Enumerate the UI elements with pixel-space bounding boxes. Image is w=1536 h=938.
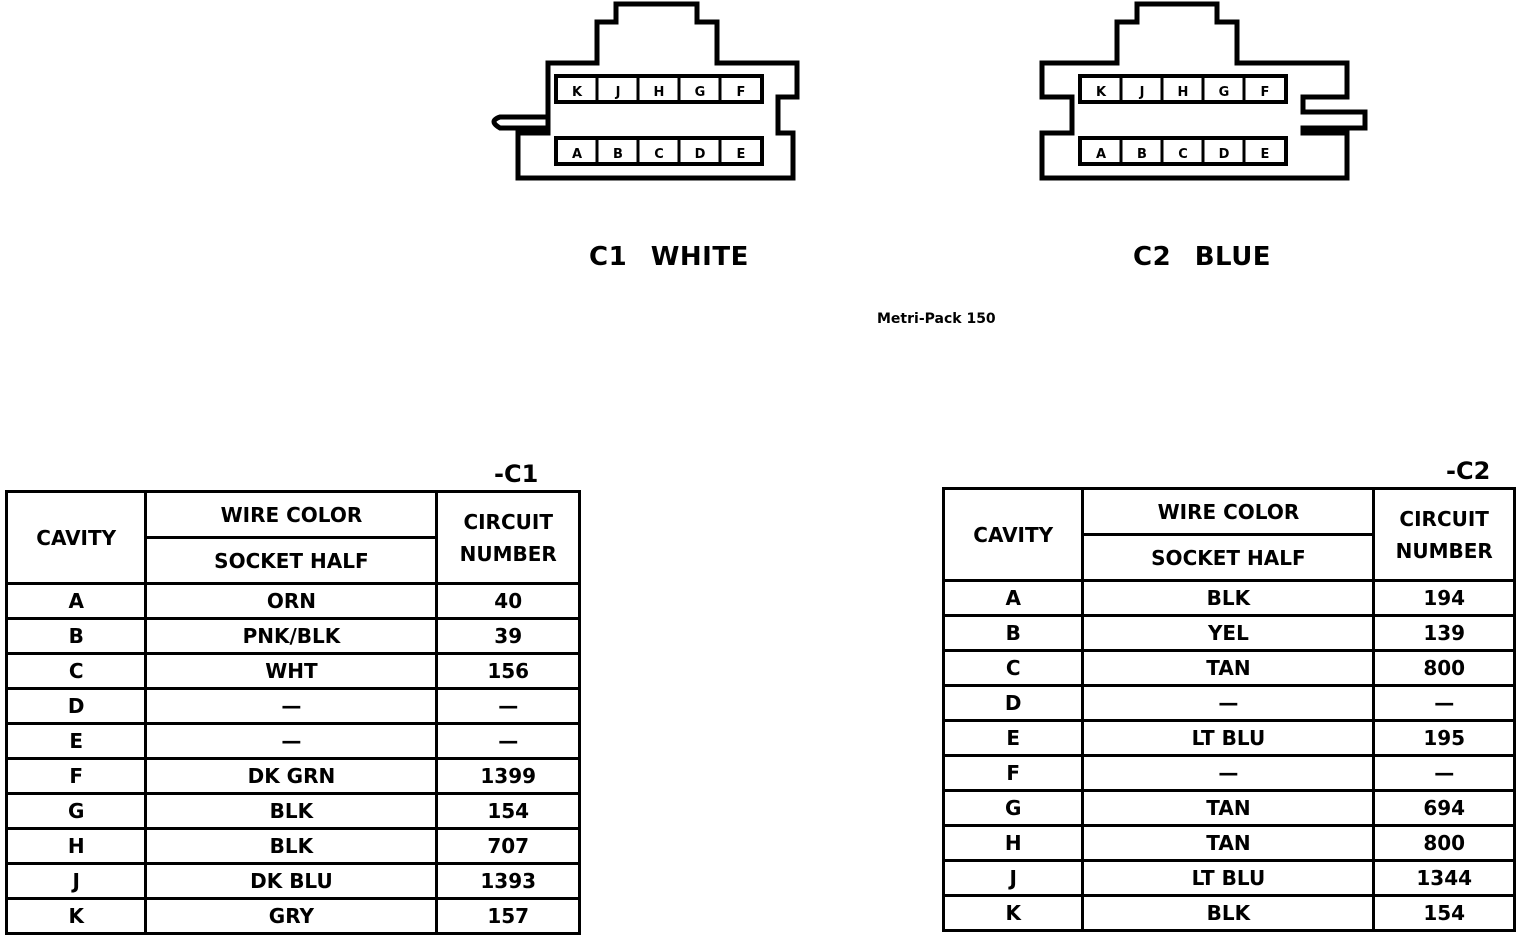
- header-circuit-line2: NUMBER: [1395, 538, 1493, 563]
- wire-cell: BLK: [146, 829, 437, 864]
- connector-c2-top-cavities: [1096, 76, 1269, 102]
- cavity-cell: A: [944, 581, 1083, 616]
- table-row: [7, 759, 580, 794]
- pin-label: K: [571, 85, 583, 100]
- circuit-cell: —: [437, 724, 580, 759]
- cavity-cell: B: [944, 616, 1083, 651]
- header-socket-half: SOCKET HALF: [146, 538, 437, 584]
- header-circuit-line1: CIRCUIT: [463, 509, 553, 534]
- circuit-cell: 157: [437, 899, 580, 934]
- wire-cell: WHT: [146, 654, 437, 689]
- table-row: [944, 861, 1515, 896]
- table-row: [7, 829, 580, 864]
- pin-label: E: [736, 147, 746, 162]
- cavity-cell: C: [944, 651, 1083, 686]
- header-wire-color: WIRE COLOR: [146, 492, 437, 538]
- cavity-cell: B: [7, 619, 146, 654]
- table-row: [7, 689, 580, 724]
- table-row: [944, 581, 1515, 616]
- wire-cell: —: [1083, 686, 1374, 721]
- pin-label: F: [736, 85, 746, 100]
- circuit-cell: 694: [1374, 791, 1515, 826]
- wire-cell: —: [1083, 756, 1374, 791]
- connector-c1-title: [589, 242, 749, 272]
- wire-cell: TAN: [1083, 651, 1374, 686]
- table-row: [7, 584, 580, 619]
- circuit-cell: 800: [1374, 826, 1515, 861]
- cavity-cell: K: [944, 896, 1083, 931]
- cavity-cell: E: [7, 724, 146, 759]
- table-row: [7, 794, 580, 829]
- header-circuit-number: [437, 492, 580, 584]
- connector-id: C1: [589, 242, 628, 272]
- pin-label: B: [613, 147, 623, 162]
- circuit-cell: 139: [1374, 616, 1515, 651]
- connector-color: BLUE: [1194, 242, 1272, 272]
- cavity-cell: G: [7, 794, 146, 829]
- wire-cell: YEL: [1083, 616, 1374, 651]
- pin-label: D: [1218, 147, 1230, 162]
- pin-label: J: [615, 85, 621, 100]
- wire-cell: —: [146, 724, 437, 759]
- circuit-cell: —: [437, 689, 580, 724]
- pin-label: A: [1095, 147, 1107, 162]
- circuit-cell: 156: [437, 654, 580, 689]
- cavity-cell: F: [7, 759, 146, 794]
- pin-label: D: [694, 147, 706, 162]
- cavity-cell: A: [7, 584, 146, 619]
- wire-cell: DK GRN: [146, 759, 437, 794]
- pin-label: G: [694, 85, 706, 100]
- table-row: [7, 864, 580, 899]
- cavity-cell: H: [944, 826, 1083, 861]
- table-row: [944, 616, 1515, 651]
- connector-id: C2: [1133, 242, 1172, 272]
- header-circuit-number: [1374, 489, 1515, 581]
- circuit-cell: 1393: [437, 864, 580, 899]
- table-row: [7, 654, 580, 689]
- wire-cell: TAN: [1083, 826, 1374, 861]
- circuit-cell: 800: [1374, 651, 1515, 686]
- connector-color: WHITE: [650, 242, 749, 272]
- circuit-cell: 1399: [437, 759, 580, 794]
- wire-cell: DK BLU: [146, 864, 437, 899]
- table-row: [944, 791, 1515, 826]
- cavity-cell: F: [944, 756, 1083, 791]
- table-c1-ref: -C1: [494, 460, 539, 488]
- cavity-cell: C: [7, 654, 146, 689]
- header-cavity: CAVITY: [7, 492, 146, 584]
- connector-c1-top-cavities: [572, 76, 745, 102]
- wire-cell: LT BLU: [1083, 861, 1374, 896]
- pin-label: F: [1260, 85, 1270, 100]
- wire-cell: ORN: [146, 584, 437, 619]
- header-circuit-line1: CIRCUIT: [1399, 506, 1489, 531]
- table-row: [7, 724, 580, 759]
- circuit-cell: 194: [1374, 581, 1515, 616]
- pin-label: K: [1095, 85, 1107, 100]
- cavity-cell: D: [944, 686, 1083, 721]
- circuit-cell: 40: [437, 584, 580, 619]
- table-row: [944, 651, 1515, 686]
- wire-cell: LT BLU: [1083, 721, 1374, 756]
- table-row: [944, 896, 1515, 931]
- table-row: [944, 826, 1515, 861]
- wire-cell: TAN: [1083, 791, 1374, 826]
- circuit-cell: —: [1374, 756, 1515, 791]
- connector-c2-bottom-cavities: [1096, 138, 1269, 164]
- wire-cell: BLK: [146, 794, 437, 829]
- table-row: [7, 619, 580, 654]
- wire-cell: GRY: [146, 899, 437, 934]
- circuit-cell: 154: [437, 794, 580, 829]
- wire-cell: BLK: [1083, 581, 1374, 616]
- circuit-cell: 1344: [1374, 861, 1515, 896]
- connector-c1-face: [0, 0, 1536, 200]
- header-cavity: CAVITY: [944, 489, 1083, 581]
- circuit-cell: —: [1374, 686, 1515, 721]
- pin-label: C: [654, 147, 664, 162]
- wire-cell: BLK: [1083, 896, 1374, 931]
- table-row: [944, 721, 1515, 756]
- pin-label: J: [1139, 85, 1145, 100]
- table-row: [944, 756, 1515, 791]
- cavity-cell: K: [7, 899, 146, 934]
- pinout-table-c1: [5, 490, 581, 935]
- table-c2-ref: -C2: [1446, 457, 1491, 485]
- wire-cell: —: [146, 689, 437, 724]
- cavity-cell: E: [944, 721, 1083, 756]
- pin-label: G: [1218, 85, 1230, 100]
- circuit-cell: 154: [1374, 896, 1515, 931]
- circuit-cell: 39: [437, 619, 580, 654]
- connector-type-label: Metri-Pack 150: [877, 311, 996, 327]
- connector-c2-title: [1133, 242, 1271, 272]
- header-wire-color: WIRE COLOR: [1083, 489, 1374, 535]
- header-circuit-line2: NUMBER: [459, 541, 557, 566]
- circuit-cell: 195: [1374, 721, 1515, 756]
- pin-label: A: [571, 147, 583, 162]
- cavity-cell: D: [7, 689, 146, 724]
- table-row: [944, 686, 1515, 721]
- pinout-table-c2: [942, 487, 1516, 932]
- cavity-cell: H: [7, 829, 146, 864]
- pin-label: H: [653, 85, 665, 100]
- wire-cell: PNK/BLK: [146, 619, 437, 654]
- header-socket-half: SOCKET HALF: [1083, 535, 1374, 581]
- pin-label: C: [1178, 147, 1188, 162]
- pin-label: B: [1137, 147, 1147, 162]
- cavity-cell: J: [7, 864, 146, 899]
- circuit-cell: 707: [437, 829, 580, 864]
- table-row: [7, 899, 580, 934]
- cavity-cell: J: [944, 861, 1083, 896]
- pin-label: H: [1177, 85, 1189, 100]
- cavity-cell: G: [944, 791, 1083, 826]
- pin-label: E: [1260, 147, 1270, 162]
- connector-c1-bottom-cavities: [572, 138, 745, 164]
